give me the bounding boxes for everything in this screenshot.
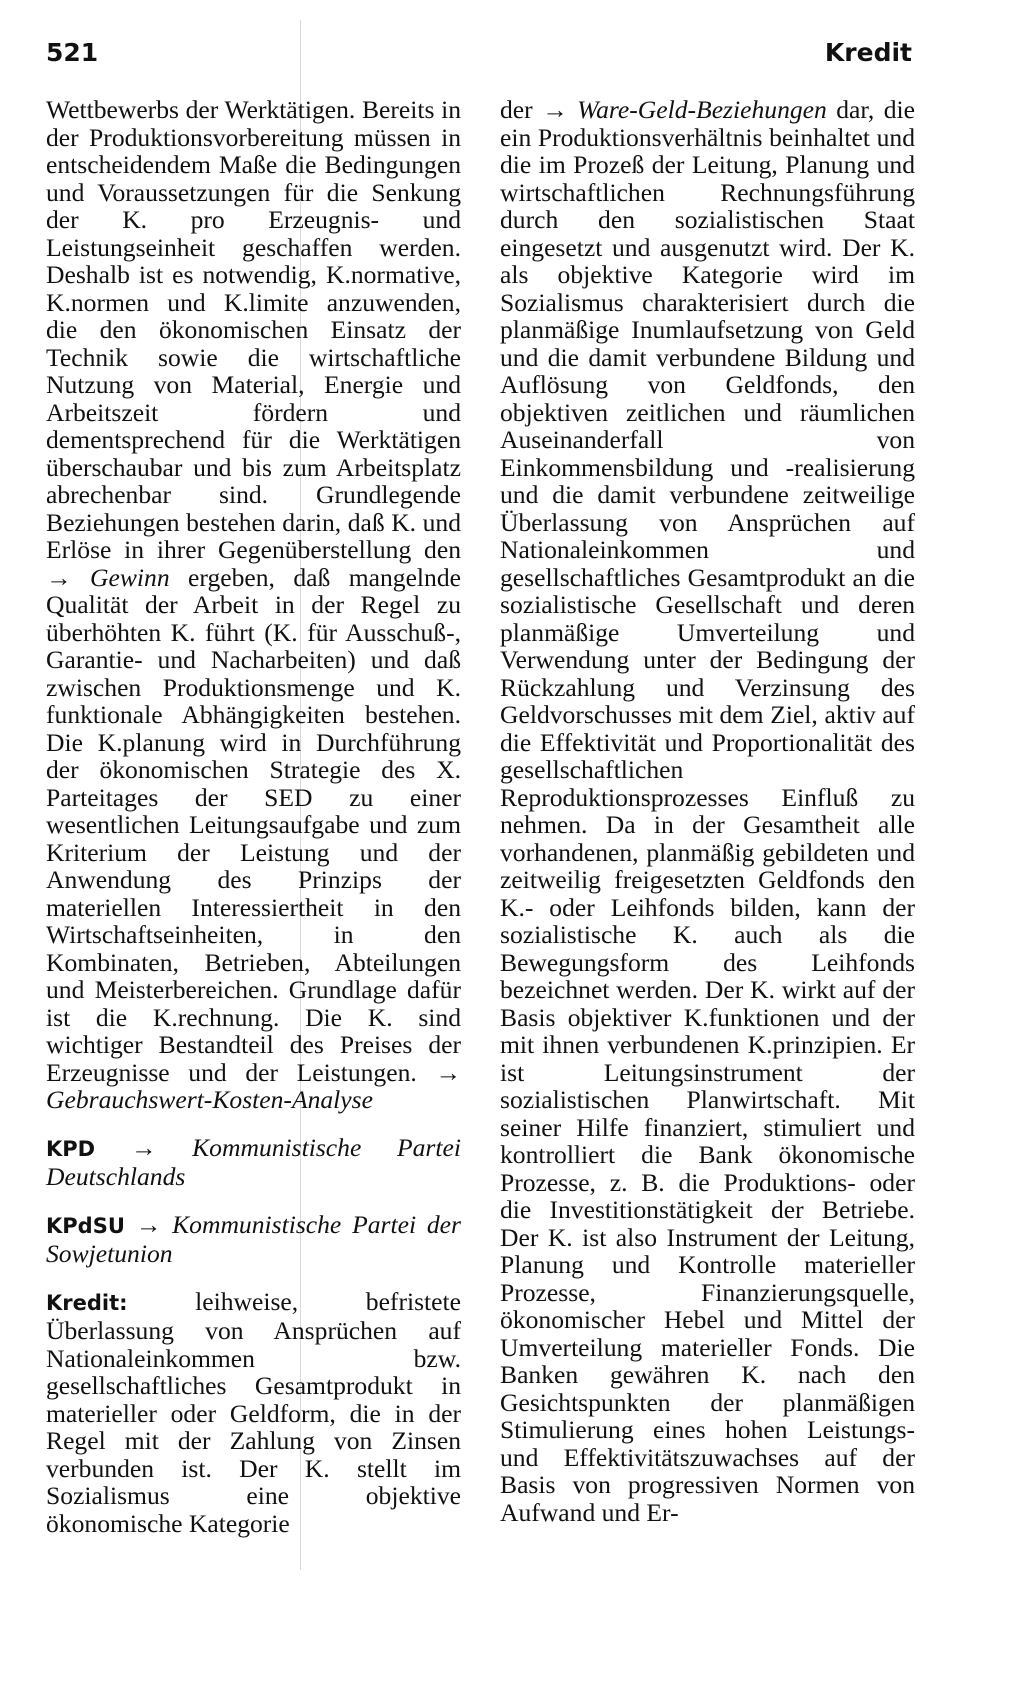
cross-reference-arrow: →: [135, 1209, 162, 1239]
cross-reference-arrow: →: [130, 1132, 157, 1162]
left-column: [46, 96, 461, 1537]
entry-headword: Kredit:: [46, 1290, 128, 1315]
right-column: [500, 96, 915, 1526]
body-text: dar, die ein Produktionsverhältnis beinhaltet und die im Prozeß der Leitung, Planung und wirtschaftlichen Rechnungsführung durch den sozialistischen Staat eingesetzt und ausgenutzt wird. Der K. als objektive Kategorie wird im Sozialismus charakterisiert durch die planmäßige Inumlaufsetzung von Geld und die damit verbundene Bildung und Auflösung von Geldfonds, den objektiven zeitlichen und räumlichen Auseinanderfall von Einkommensbildung und -realisierung und die damit verbundene zeitweilige Überlassung von Ansprüchen auf Nationaleinkommen und gesellschaftliches Gesamtprodukt an die sozialistische Gesellschaft und deren planmäßige Umverteilung und Verwendung unter der Bedingung der Rückzahlung und Verzinsung des Geldvorschusses mit dem Ziel, aktiv auf die Effektivität und Proportionalität des gesellschaftlichen Reproduktionsprozesses Einfluß zu nehmen. Da in der Gesamtheit alle vorhandenen, planmäßig gebildeten und zeitweilig freigesetzten Geldfonds den K.- oder Leihfonds bilden, kann der sozialistische K. auch als die Bewegungsform des Leihfonds bezeichnet werden. Der K. wirkt auf der Basis objektiver K.funktionen und der mit ihnen verbundenen K.prinzipien. Er ist Leitungsinstrument der sozialistischen Planwirtschaft. Mit seiner Hilfe finanziert, stimuliert und kontrolliert die Bank ökonomische Prozesse, z. B. die Produktions- oder die Investitionstätigkeit der Betriebe. Der K. ist also Instrument der Leitung, Planung und Kontrolle materieller Prozesse, Finanzierungsquelle, ökonomischer Hebel und Mittel der Umverteilung materieller Fonds. Die Banken gewähren K. nach den Gesichtspunkten der planmäßigen Stimulierung eines hohen Leistungs- und Effektivitätszuwachses auf der Basis von progressiven Normen von Aufwand und Er-: [500, 95, 915, 1527]
running-head: Kredit: [824, 38, 912, 67]
cross-reference-arrow: →: [542, 95, 568, 124]
body-text: der: [500, 95, 533, 124]
cross-reference-link[interactable]: Gebrauchswert-Kosten-Analyse: [46, 1085, 373, 1114]
entry-kpd: [46, 1134, 461, 1191]
cross-reference-link[interactable]: Ware-Geld-Beziehungen: [577, 95, 827, 124]
kosten-entry-continuation: [46, 96, 461, 1114]
entry-kredit: [46, 1288, 461, 1538]
entry-kpdsu: [46, 1211, 461, 1268]
entry-headword: KPD: [46, 1136, 96, 1161]
page-header: [46, 38, 912, 74]
cross-reference-link[interactable]: Kommunistische Partei Deutschlands: [46, 1132, 461, 1191]
cross-reference-arrow: →: [435, 1057, 461, 1087]
body-text: ergeben, daß mangelnde Qualität der Arbeit in der Regel zu überhöhten K. führt (K. für Ausschuß-, Garantie- und Nacharbeiten) und daß zwischen Produktionsmenge und K. funktionale Abhängigkeiten bestehen. Die K.planung wird in Durchführung der ökonomischen Strategie des X. Parteitages der SED zu einer wesentlichen Leitungsaufgabe und zum Kriterium der Leistung und der Anwendung des Prinzips der materiellen Interessiertheit in den Wirtschaftseinheiten, in den Kombinaten, Betrieben, Abteilungen und Meisterbereichen. Grundlage dafür ist die K.rechnung. Die K. sind wichtiger Bestandteil des Preises der Erzeugnisse und der Leistungen.: [46, 562, 461, 1087]
cross-reference-link[interactable]: Gewinn: [90, 562, 170, 592]
entry-headword: KPdSU: [46, 1213, 125, 1238]
kredit-entry-continuation: [500, 96, 915, 1526]
body-text: Wettbewerbs der Werktätigen. Bereits in der Produktionsvorbereitung müssen in entscheidendem Maße die Bedingungen und Voraussetzungen für die Senkung der K. pro Erzeugnis- und Leistungseinheit geschaffen werden. Deshalb ist es notwendig, K.normative, K.normen und K.limite anzuwenden, die den ökonomischen Einsatz der Technik sowie die wirtschaftliche Nutzung von Material, Energie und Arbeitszeit fördern und dementsprechend für die Werktätigen überschaubar und bis zum Arbeitsplatz abrechenbar sind. Grundlegende Beziehungen bestehen darin, daß K. und Erlöse in ihrer Gegenüberstellung den: [46, 95, 461, 564]
body-text: leihweise, befristete Überlassung von Ansprüchen auf Nationaleinkommen bzw. gesellschaftliches Gesamtprodukt in materieller oder Geldform, die in der Regel mit der Zahlung von Zinsen verbunden ist. Der K. stellt im Sozialismus eine objektive ökonomische Kategorie: [46, 1286, 461, 1538]
page-number: 521: [46, 38, 99, 67]
cross-reference-link[interactable]: Kommunistische Partei der Sowjetunion: [46, 1209, 461, 1268]
cross-reference-arrow: →: [46, 562, 72, 592]
